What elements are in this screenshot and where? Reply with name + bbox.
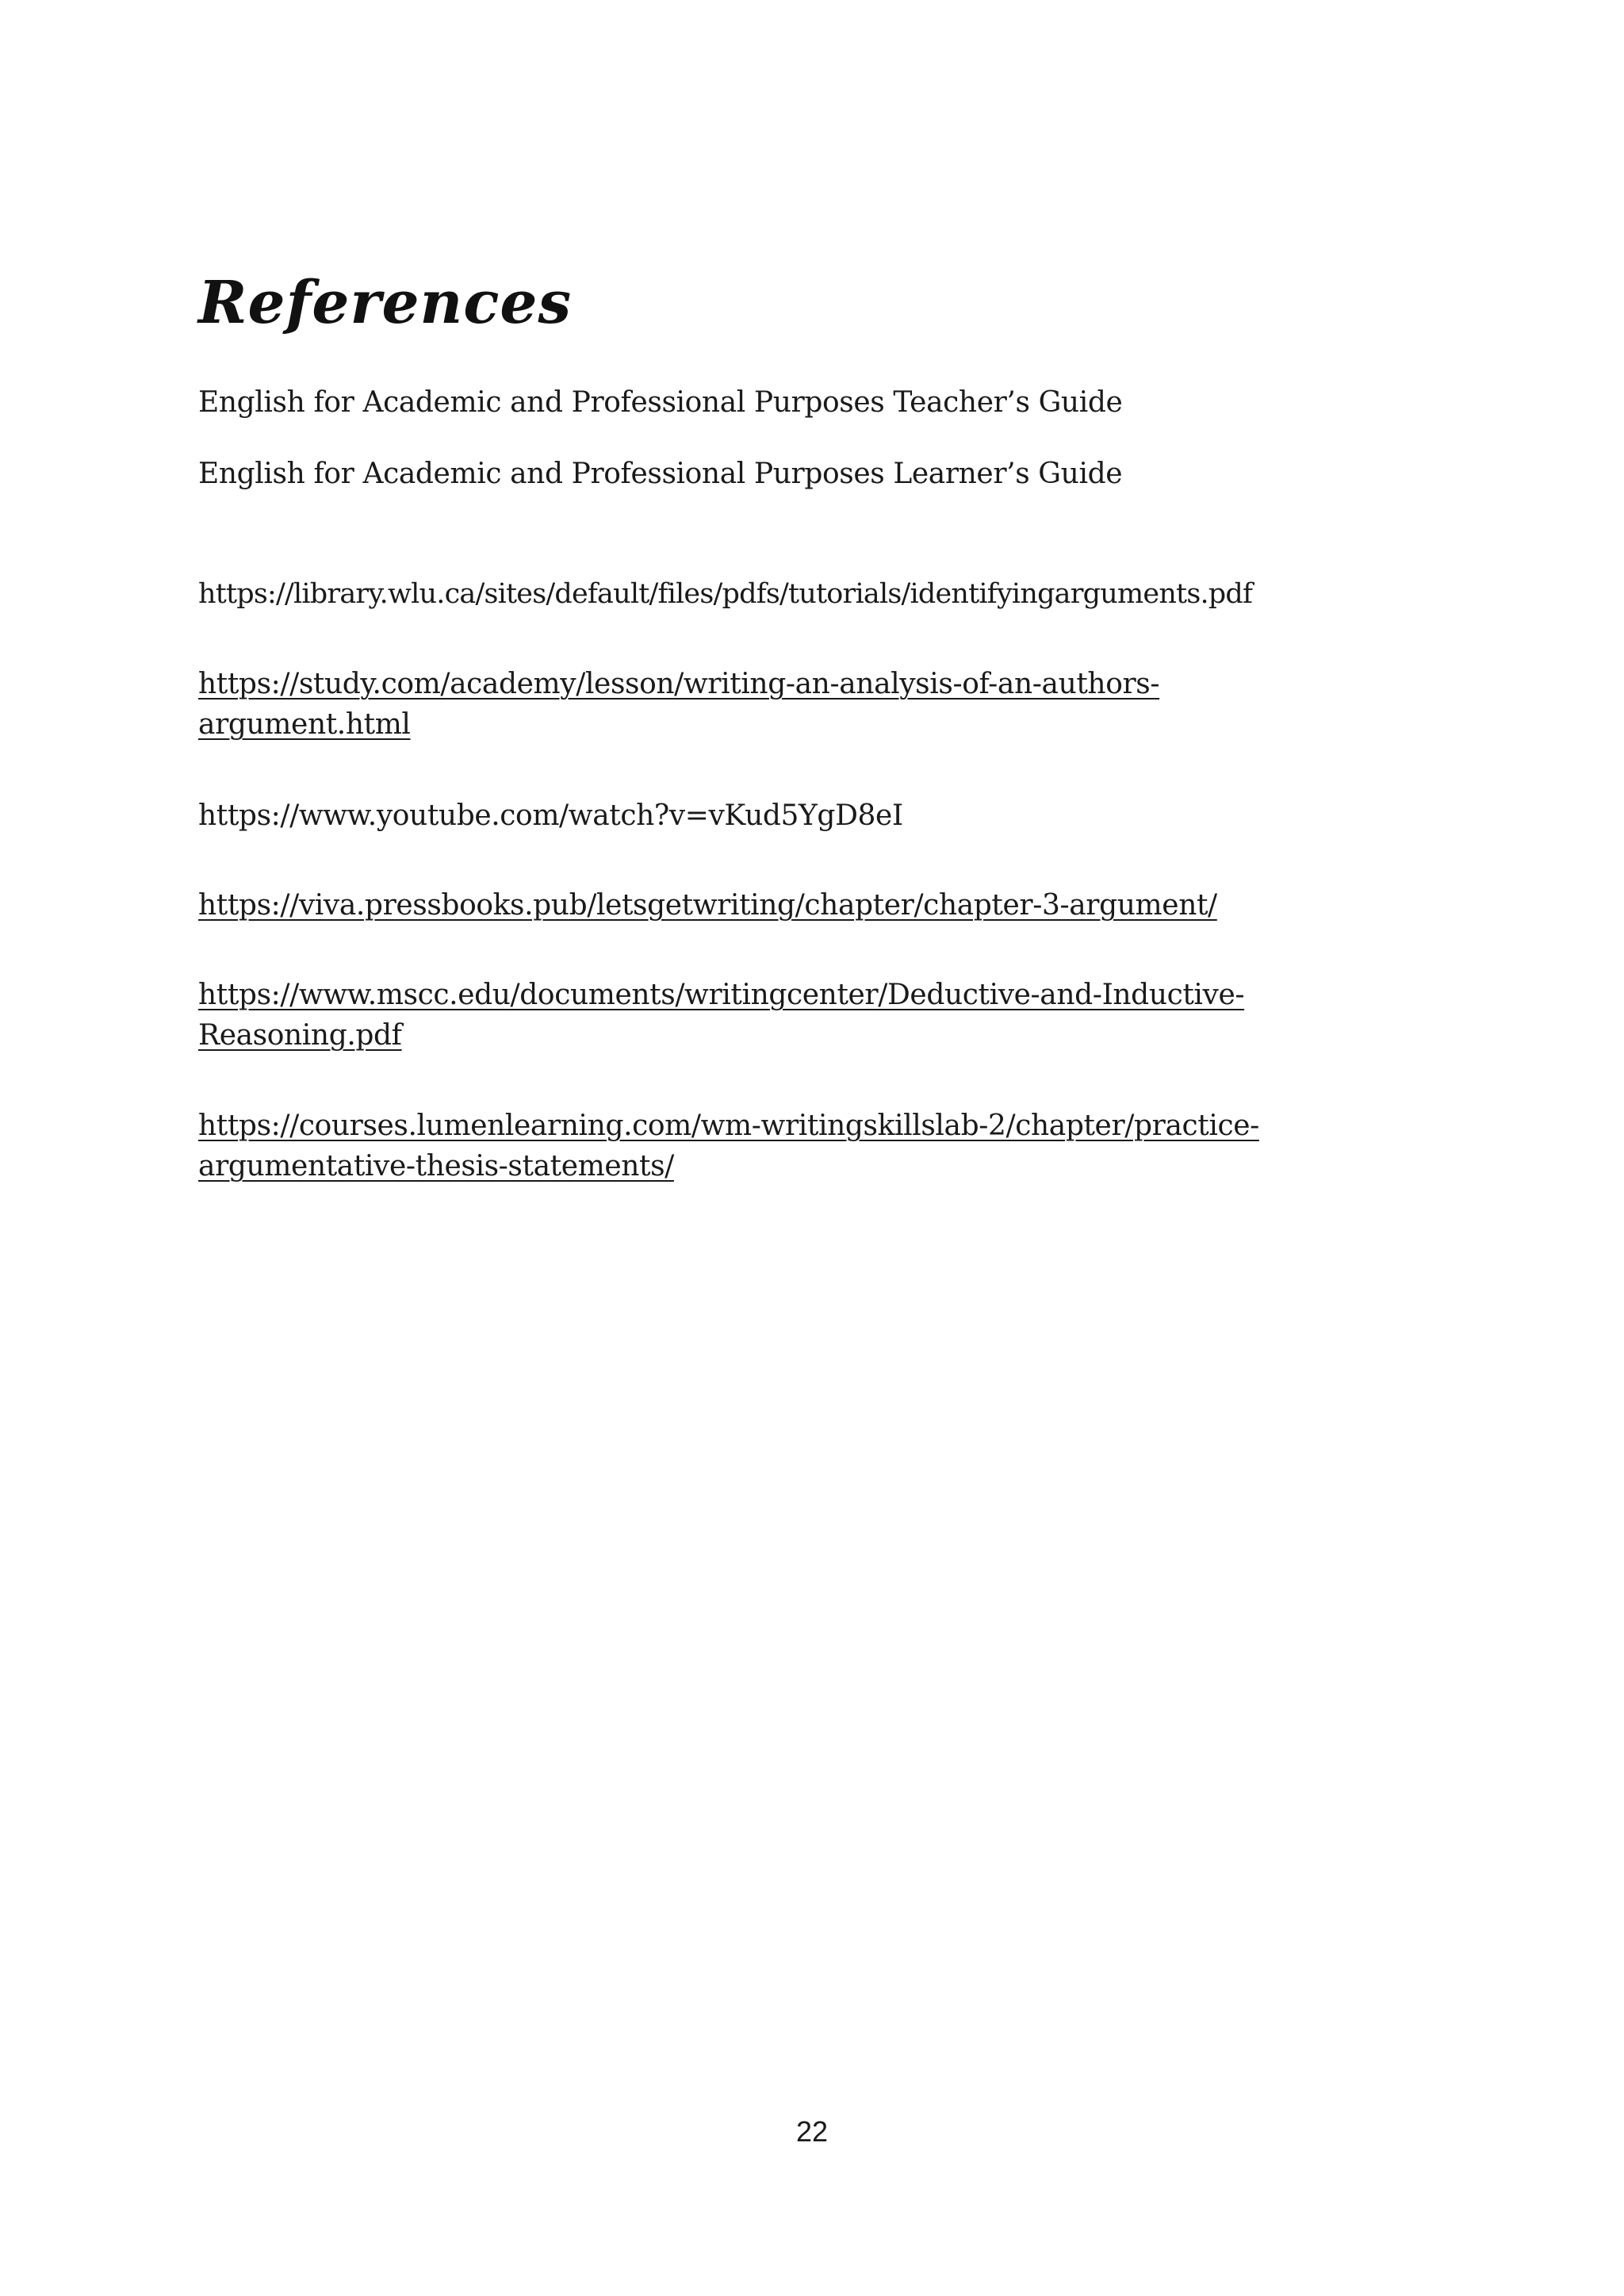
reference-mscc-link-line1: https://www.mscc.edu/documents/writingcenter/Deductive-and-Inductive- bbox=[198, 979, 1245, 1011]
page-title: References bbox=[198, 269, 573, 337]
reference-library-wlu-url: https://library.wlu.ca/sites/default/files/pdfs/tutorials/identifyingarguments.pdf bbox=[198, 578, 1253, 610]
reference-pressbooks-link[interactable]: https://viva.pressbooks.pub/letsgetwriting/chapter/chapter-3-argument/ bbox=[198, 889, 1217, 922]
reference-lumenlearning-link[interactable] bbox=[198, 1106, 1259, 1186]
reference-mscc-link-line2: Reasoning.pdf bbox=[198, 1019, 402, 1052]
reference-mscc-link[interactable] bbox=[198, 975, 1244, 1056]
reference-youtube-url: https://www.youtube.com/watch?v=vKud5YgD8eI bbox=[198, 799, 903, 832]
reference-learners-guide: English for Academic and Professional Purposes Learner’s Guide bbox=[198, 458, 1123, 490]
reference-teachers-guide: English for Academic and Professional Purposes Teacher’s Guide bbox=[198, 386, 1123, 419]
page-number: 22 bbox=[795, 2115, 829, 2148]
reference-study-com-link-line1: https://study.com/academy/lesson/writing-an-analysis-of-an-authors- bbox=[198, 668, 1160, 700]
reference-study-com-link[interactable] bbox=[198, 664, 1159, 745]
reference-lumenlearning-link-line2: argumentative-thesis-statements/ bbox=[198, 1150, 674, 1182]
reference-lumenlearning-link-line1: https://courses.lumenlearning.com/wm-writingskillslab-2/chapter/practice- bbox=[198, 1110, 1259, 1142]
reference-study-com-link-line2: argument.html bbox=[198, 708, 411, 741]
